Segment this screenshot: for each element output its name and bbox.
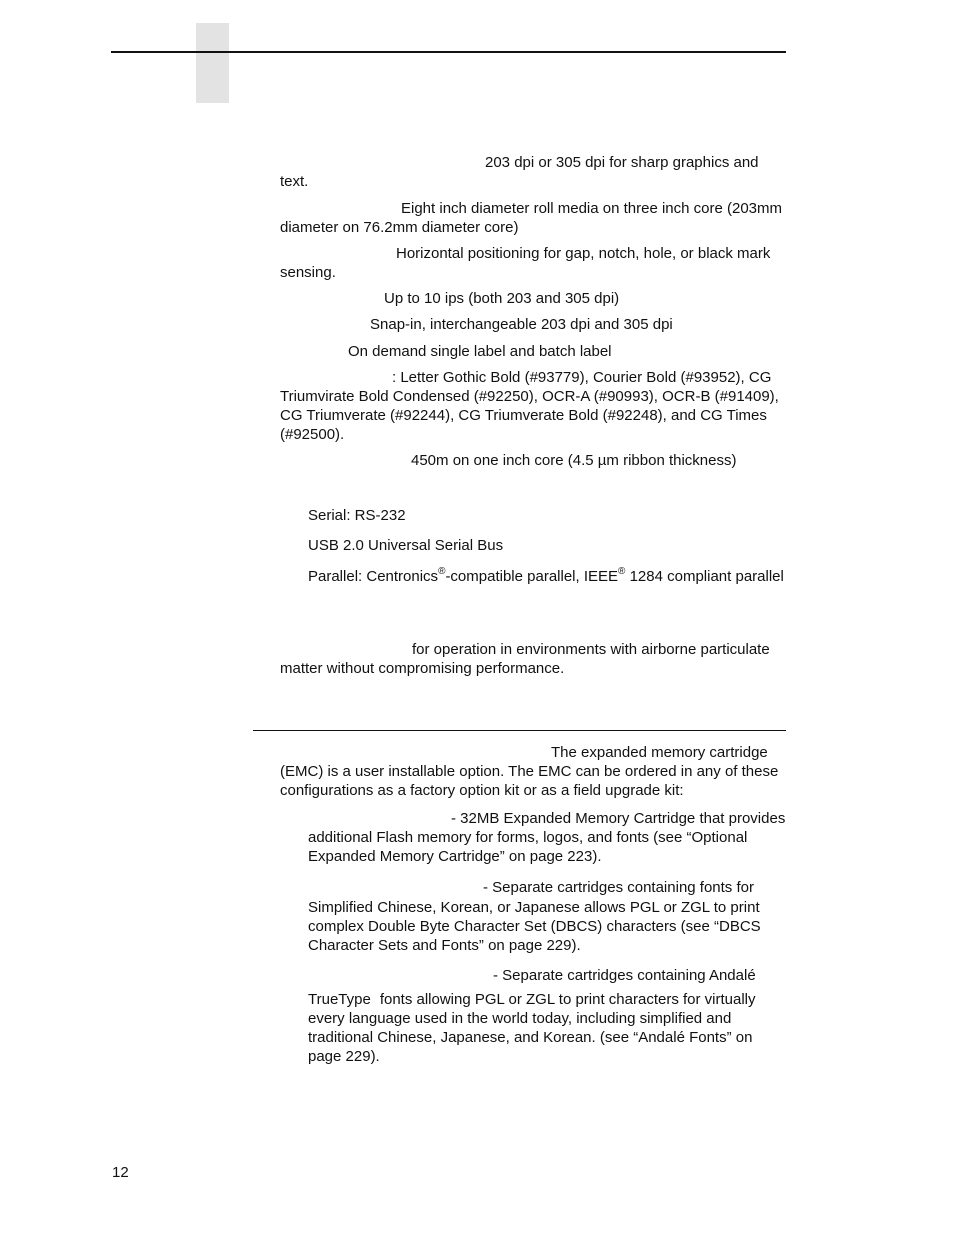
media-roll-text: Eight inch diameter roll media on three inch core (203mm diameter on 76.2mm diameter core) [280,200,783,236]
option-dbcs-heading: - Separate cartridges containing fonts for [483,879,754,896]
registered-mark-2: ® [618,566,626,577]
option-emc-32mb: - 32MB Expanded Memory Cartridge that provides additional Flash memory for forms, logos, and fonts (see “Optional Expanded Memory Cartridge” on page 223). [308,810,786,865]
ribbon-text: 450m on one inch core (4.5 µm ribbon thickness) [411,452,737,469]
options-intro: The expanded memory cartridge (EMC) is a user installable option. The EMC can be ordered in any of these configurations as a factory option kit or as a field upgrade kit: [280,744,779,799]
speed-text: Up to 10 ips (both 203 and 305 dpi) [384,290,620,307]
chapter-tab [196,23,229,103]
section-rule [253,730,786,731]
parallel-part-b: -compatible parallel, IEEE [445,568,619,585]
enclosure-text: for operation in environments with airborne particulate matter without compromising performance. [280,641,770,677]
interface-usb: USB 2.0 Universal Serial Bus [308,537,504,554]
andale-body-text: fonts allowing PGL or ZGL to print characters for virtually every language used in the world today, including simplified and traditional Chinese, Japanese, and Korean. (see “Andalé Fonts” on page 229). [308,991,756,1065]
truetype-label: TrueType [308,991,371,1008]
interface-parallel [308,567,786,586]
page-number: 12 [112,1164,129,1181]
option-dbcs-body: Simplified Chinese, Korean, or Japanese allows PGL or ZGL to print complex Double Byte Character Set (DBCS) characters (see “DBCS Character Sets and Fonts” on page 229). [308,899,761,954]
header-rule [111,51,786,53]
parallel-part-c: 1284 compliant parallel [625,568,784,585]
printhead-text: Snap-in, interchangeable 203 dpi and 305 dpi [370,316,673,333]
parallel-part-a: Parallel: Centronics [308,568,439,585]
option-andale-heading: - Separate cartridges containing Andalé [493,967,756,984]
interface-serial: Serial: RS-232 [308,507,406,524]
resolution-text: 203 dpi or 305 dpi for sharp graphics and text. [280,154,759,190]
option-andale-body [308,990,786,1066]
sensor-text: Horizontal positioning for gap, notch, hole, or black mark sensing. [280,245,771,281]
print-modes-text: On demand single label and batch label [348,343,612,360]
fonts-text: : Letter Gothic Bold (#93779), Courier Bold (#93952), CG Triumvirate Bold Condensed (#92250), OCR-A (#90993), OCR-B (#91409), CG Triumverate (#92244), CG Triumverate Bold (#92248), and CG Times (#92500). [280,369,779,443]
registered-mark: ® [438,566,446,577]
